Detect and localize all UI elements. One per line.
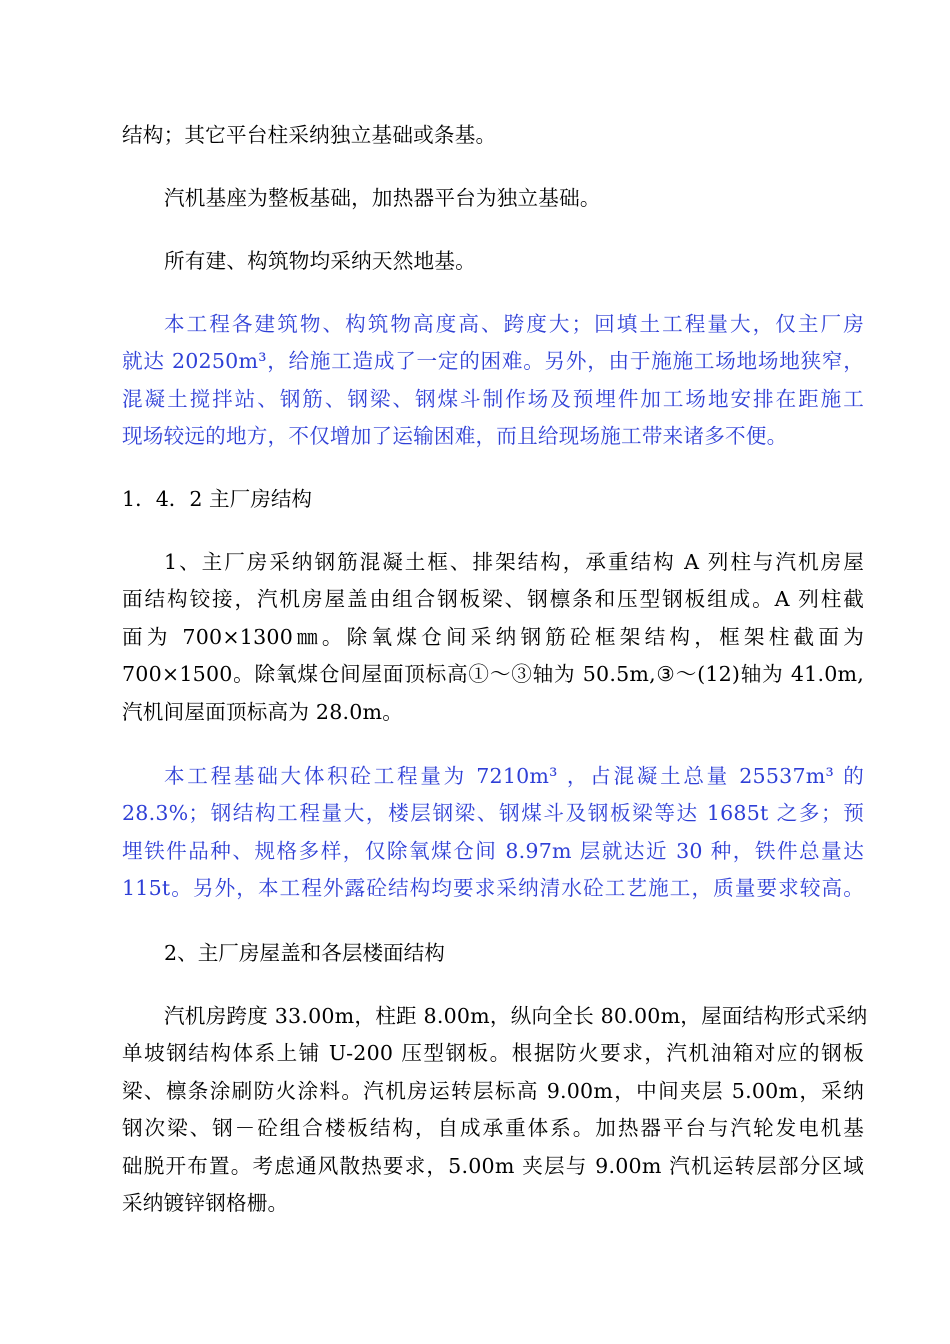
section-heading-main-building-structure bbox=[122, 481, 312, 518]
text-line: 钢次梁、钢－砼组合楼板结构，自成承重体系。加热器平台与汽轮发电机基 bbox=[122, 1116, 864, 1141]
text-line: 埋铁件品种、规格多样，仅除氧煤仓间 8.97m 层就达近 30 种，铁件总量达 bbox=[122, 838, 864, 863]
text-line: 汽机间屋面顶标高为 28.0m。 bbox=[122, 699, 404, 724]
paragraph-structure-foundation bbox=[122, 117, 864, 154]
text-line: 现场较远的地方，不仅增加了运输困难，而且给现场施工带来诸多不便。 bbox=[122, 424, 788, 449]
text-line: 本工程各建筑物、构筑物高度高、跨度大；回填土工程量大，仅主厂房 bbox=[164, 312, 864, 336]
text-line: 汽机房跨度 33.00m，柱距 8.00m，纵向全长 80.00m，屋面结构形式采纳 bbox=[164, 1004, 868, 1028]
text-line: 700×1500。除氧煤仓间屋面顶标高①～③轴为 50.5m,③～(12)轴为 41.0m, bbox=[122, 662, 864, 687]
text-line: 28.3%；钢结构工程量大，楼层钢梁、钢煤斗及钢板梁等达 1685t 之多；预 bbox=[122, 801, 864, 826]
heading-text: 2、主厂房屋盖和各层楼面结构 bbox=[164, 941, 445, 965]
paragraph-turbine-base bbox=[164, 180, 864, 217]
text-line: 1、主厂房采纳钢筋混凝土框、排架结构，承重结构 A 列柱与汽机房屋 bbox=[164, 550, 864, 574]
text-line: 采纳镀锌钢格栅。 bbox=[122, 1191, 289, 1216]
text-line: 梁、檩条涂刷防火涂料。汽机房运转层标高 9.00m，中间夹层 5.00m，采纳 bbox=[122, 1078, 864, 1103]
paragraph-turbine-hall-span bbox=[122, 998, 868, 1222]
paragraph-concrete-steel-quantities bbox=[122, 758, 864, 908]
text-line: 115t。另外，本工程外露砼结构均要求采纳清水砼工艺施工，质量要求较高。 bbox=[122, 876, 864, 901]
section-heading-roof-floor-structure bbox=[164, 935, 445, 972]
paragraph-main-building-frame bbox=[122, 544, 864, 731]
text-line: 础脱开布置。考虑通风散热要求，5.00m 夹层与 9.00m 汽机运转层部分区域 bbox=[122, 1153, 864, 1178]
text-line: 就达 20250m³，给施工造成了一定的困难。另外，由于施施工场地场地狭窄， bbox=[122, 349, 864, 374]
text-line: 面结构铰接，汽机房屋盖由组合钢板梁、钢檩条和压型钢板组成。A 列柱截 bbox=[122, 587, 864, 612]
paragraph-difficulty-backfill bbox=[122, 306, 864, 456]
paragraph-natural-foundation bbox=[164, 243, 864, 280]
text-line: 结构；其它平台柱采纳独立基础或条基。 bbox=[122, 123, 497, 147]
text-line: 单坡钢结构体系上铺 U-200 压型钢板。根据防火要求，汽机油箱对应的钢板 bbox=[122, 1041, 864, 1066]
text-line: 所有建、构筑物均采纳天然地基。 bbox=[164, 249, 476, 273]
text-line: 汽机基座为整板基础，加热器平台为独立基础。 bbox=[164, 186, 601, 210]
text-line: 混凝土搅拌站、钢筋、钢梁、钢煤斗制作场及预埋件加工场地安排在距施工 bbox=[122, 386, 864, 411]
heading-text: 1．4．2 主厂房结构 bbox=[122, 487, 313, 511]
text-line: 面为 700×1300㎜。除氧煤仓间采纳钢筋砼框架结构，框架柱截面为 bbox=[122, 624, 864, 649]
text-line: 本工程基础大体积砼工程量为 7210m³ ，占混凝土总量 25537m³ 的 bbox=[164, 764, 864, 788]
